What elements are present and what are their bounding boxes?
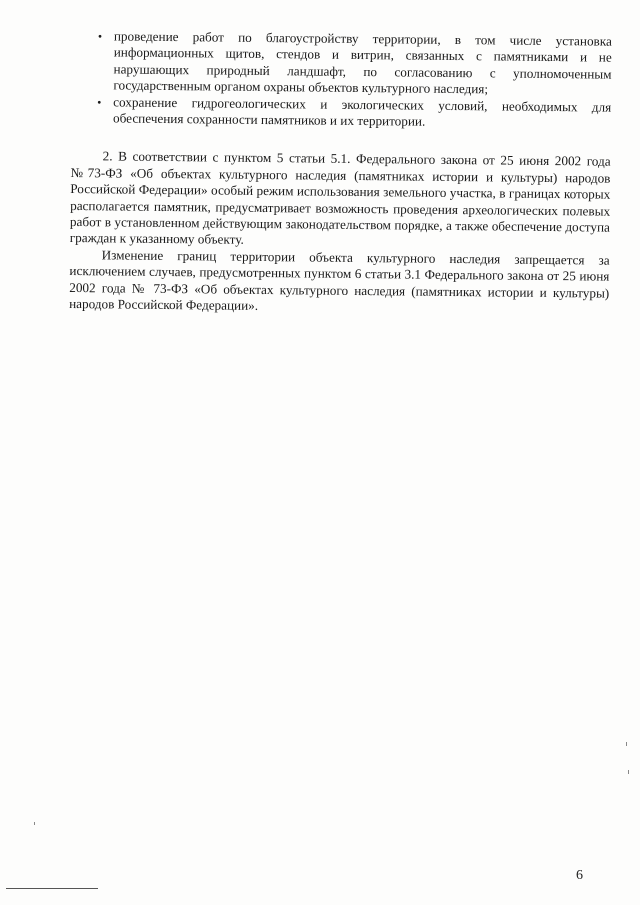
scan-speck — [34, 822, 35, 825]
bullet-icon: • — [97, 29, 103, 44]
paragraph-special-regime: 2. В соответствии с пунктом 5 статьи 5.1. Федерального закона от 25 июня 2002 года №73-ФЗ «Об объектах культурного наследия (памятниках истории и культуры) народов Российской Федерации» особый режим использования земельного участка, в границах которых располагается памятник, предусматривает возможность проведения археологических полевых работ в установленном действующим законодательством порядке, а также обеспечение доступа граждан к указанному объекту. — [69, 148, 611, 248]
scan-speck — [626, 742, 627, 746]
page-body — [69, 28, 612, 318]
scan-speck — [628, 770, 629, 774]
bullet-text: сохранение гидрогеологических и экологических условий, необходимых для обеспечения сохранности памятников и их территории. — [112, 94, 612, 129]
bullet-list — [71, 28, 612, 132]
bullet-text: проведение работ по благоустройству территории, в том числе установка информационных щитов, стендов и витрин, связанных с памятниками и не нарушающих природный ландшафт, по согласованию с уполномоченным государственным органом охраны объектов культурного наследия; — [113, 28, 612, 97]
page-number: 6 — [576, 868, 583, 883]
paragraph-boundary-change: Изменение границ территории объекта культурного наследия запрещается за исключением случаев, предусмотренных пунктом 6 статьи 3.1 Федерального закона от 25 июня 2002 года № 73-ФЗ «Об объектах культурного наследия (памятниках истории и культуры) народов Российской Федерации». — [69, 247, 610, 314]
footer-rule — [6, 888, 98, 889]
bullet-icon: • — [97, 94, 102, 109]
bullet-item-landscaping — [71, 28, 612, 99]
bullet-item-conservation — [71, 94, 611, 132]
